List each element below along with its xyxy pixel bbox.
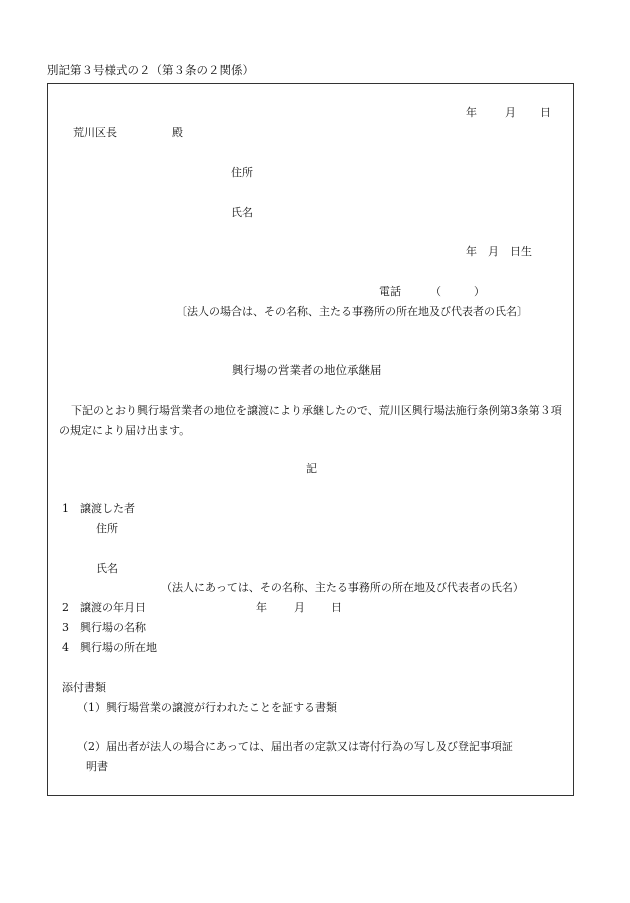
document-title: 興行場の営業者の地位承継届 <box>232 363 382 377</box>
form-title: 別記第３号様式の２（第３条の２関係） <box>47 63 254 77</box>
item4-label: 4 興行場の所在地 <box>62 641 157 654</box>
attachment-doc1: （1）興行場営業の譲渡が行われたことを証する書類 <box>77 701 337 714</box>
item1-label: 1 譲渡した者 <box>62 502 135 515</box>
item2-label: 2 譲渡の年月日 <box>62 601 146 614</box>
applicant-address-label: 住所 <box>231 166 253 179</box>
item1-note: （法人にあっては、その名称、主たる事務所の所在地及び代表者の氏名） <box>161 581 524 594</box>
attachment-doc2-line1: （2）届出者が法人の場合にあっては、届出者の定款又は寄付行為の写し及び登記事項証 <box>77 740 513 753</box>
item3-label: 3 興行場の名称 <box>62 621 146 634</box>
attachments-heading: 添付書類 <box>62 681 106 694</box>
applicant-birthdate: 年 月 日生 <box>466 245 532 258</box>
item2-year: 年 <box>256 601 267 614</box>
ki-heading: 記 <box>306 462 317 475</box>
date-day: 日 <box>540 106 551 119</box>
applicant-name-label: 氏名 <box>231 206 253 219</box>
item1-address: 住所 <box>96 522 118 535</box>
item2-day: 日 <box>331 601 342 614</box>
addressee-honorific: 殿 <box>172 126 183 139</box>
body-text: 下記のとおり興行場営業者の地位を譲渡により承継したので、荒川区興行場法施行条例第3条第３項の規定により届け出ます。 <box>59 404 562 437</box>
applicant-phone-paren: （ ） <box>430 285 485 298</box>
date-year: 年 <box>466 106 477 119</box>
attachment-doc2-line2: 明書 <box>86 760 108 773</box>
applicant-phone-label: 電話 <box>379 285 401 298</box>
corporate-note: 〔法人の場合は、その名称、主たる事務所の所在地及び代表者の氏名〕 <box>176 305 528 318</box>
date-month: 月 <box>505 106 516 119</box>
item2-month: 月 <box>294 601 305 614</box>
body-paragraph <box>59 401 569 441</box>
addressee-name: 荒川区長 <box>73 126 117 139</box>
item1-name: 氏名 <box>96 562 118 575</box>
